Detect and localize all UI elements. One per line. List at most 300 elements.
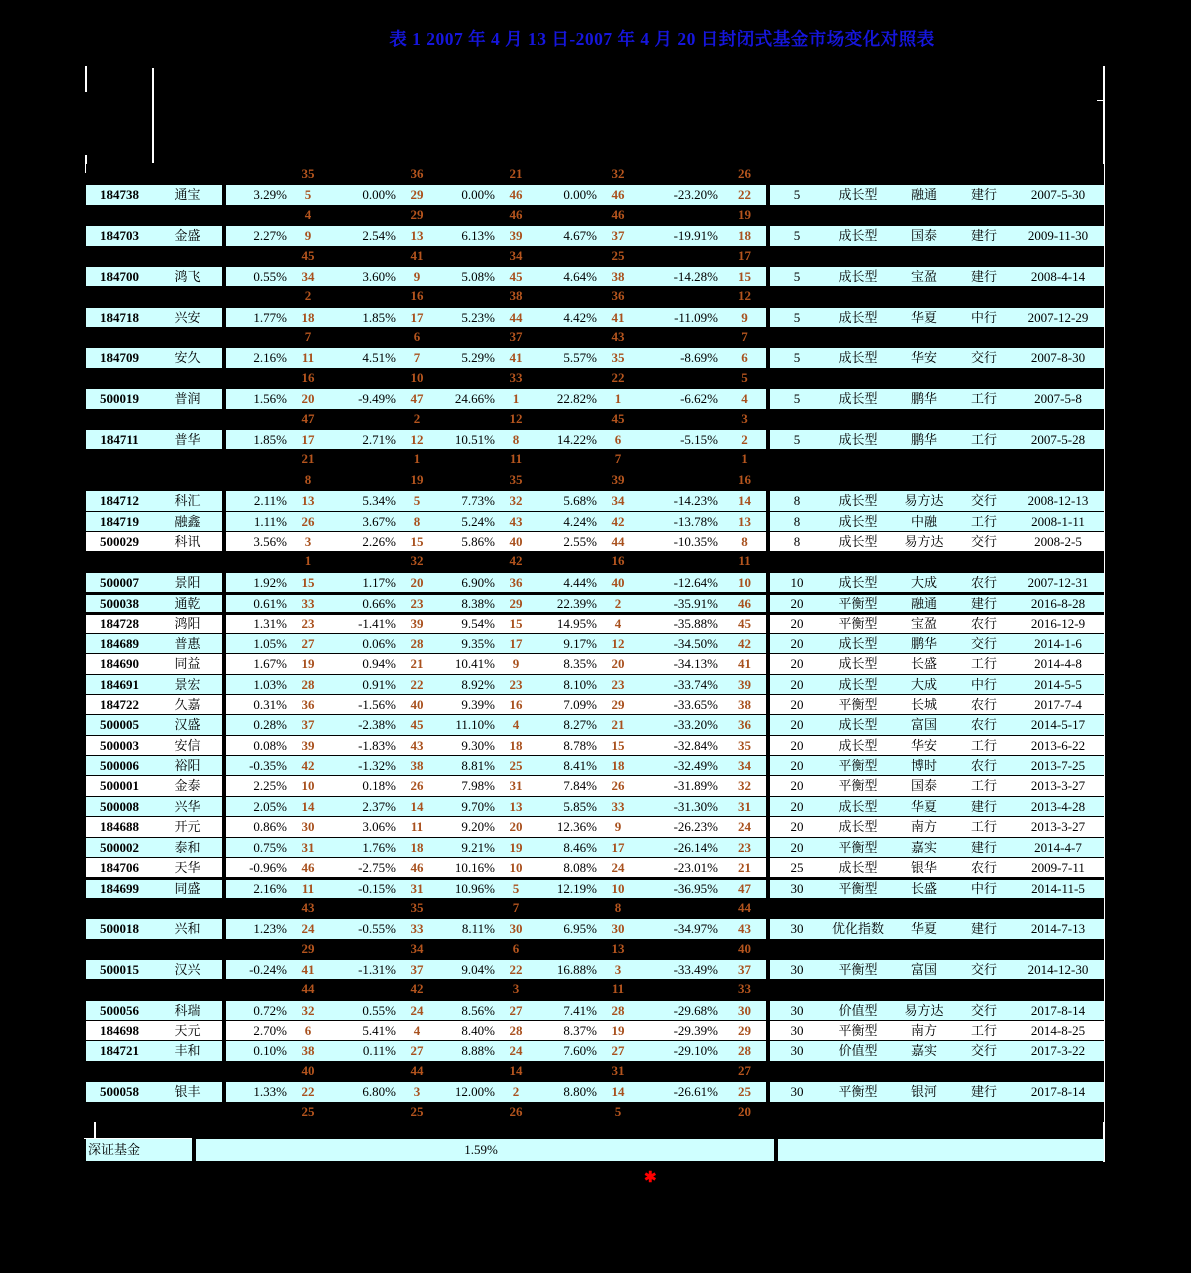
fund-rank-cell: 27 — [410, 1043, 424, 1059]
fund-pct-cell: -6.62% — [680, 391, 718, 407]
gap-rank-value: 34 — [509, 247, 523, 263]
gap-rank-value: 41 — [410, 247, 424, 263]
fund-pct-cell: 9.17% — [563, 635, 597, 651]
fund-name-cell: 泰和 — [174, 839, 201, 855]
fund-dividend-cell: 30 — [790, 921, 804, 937]
fund-pct-cell: -9.49% — [358, 391, 396, 407]
fund-pct-cell: 9.35% — [461, 635, 495, 651]
fund-row — [86, 1020, 1104, 1040]
fund-name-cell: 科瑞 — [174, 1002, 201, 1018]
cell-divider — [766, 838, 770, 857]
cell-divider — [766, 348, 770, 367]
gap-rank-value: 16 — [301, 369, 315, 385]
cell-divider — [766, 532, 770, 551]
cell-divider — [222, 654, 226, 673]
fund-listing-date-cell: 2008-12-13 — [1027, 493, 1089, 509]
fund-rank-cell: 18 — [410, 839, 424, 855]
fund-bank-cell: 工行 — [970, 431, 997, 447]
fund-pct-cell: 0.86% — [253, 819, 287, 835]
fund-dividend-cell: 20 — [790, 819, 804, 835]
fund-pct-cell: 0.72% — [253, 1002, 287, 1018]
fund-rank-cell: 2 — [614, 596, 622, 612]
fund-row — [86, 1081, 1104, 1101]
fund-row — [86, 694, 1104, 714]
fund-name-cell: 科汇 — [174, 493, 201, 509]
fund-code-cell: 184689 — [100, 635, 139, 651]
rank-gap-row — [86, 939, 1104, 959]
gap-rank-value: 43 — [611, 329, 625, 345]
fund-pct-cell: -8.69% — [680, 350, 718, 366]
fund-code-cell: 184709 — [100, 350, 139, 366]
fund-pct-cell: 8.35% — [563, 656, 597, 672]
fund-manager-cell: 国泰 — [910, 228, 937, 244]
fund-rank-cell: 17 — [509, 635, 523, 651]
fund-bank-cell: 交行 — [970, 961, 997, 977]
fund-code-cell: 184738 — [100, 187, 139, 203]
cell-divider — [222, 1082, 226, 1101]
fund-pct-cell: 24.66% — [454, 391, 495, 407]
cell-divider — [222, 634, 226, 653]
fund-rank-cell: 28 — [410, 635, 424, 651]
fund-rank-cell: 22 — [509, 961, 523, 977]
fund-bank-cell: 建行 — [970, 1084, 997, 1100]
fund-pct-cell: 7.41% — [563, 1002, 597, 1018]
fund-fund-type-cell: 成长型 — [838, 717, 878, 733]
fund-rank-cell: 34 — [738, 758, 751, 774]
fund-listing-date-cell: 2007-12-29 — [1027, 309, 1089, 325]
fund-code-cell: 500029 — [100, 533, 139, 549]
gap-rank-value: 19 — [738, 206, 751, 222]
fund-bank-cell: 工行 — [970, 778, 997, 794]
fund-rank-cell: 8 — [413, 513, 421, 529]
fund-rank-cell: 31 — [509, 778, 523, 794]
fund-pct-cell: 3.60% — [362, 268, 396, 284]
fund-code-cell: 184698 — [100, 1023, 139, 1039]
gap-rank-value: 17 — [738, 247, 751, 263]
fund-rank-cell: 35 — [738, 737, 751, 753]
fund-rank-cell: 1 — [614, 391, 622, 407]
fund-row — [86, 490, 1104, 510]
fund-rank-cell: 37 — [301, 717, 315, 733]
fund-code-cell: 184718 — [100, 309, 139, 325]
fund-rank-cell: 30 — [738, 1002, 751, 1018]
gap-rank-value: 27 — [738, 1062, 751, 1078]
fund-pct-cell: 12.36% — [556, 819, 597, 835]
fund-bank-cell: 交行 — [970, 1043, 997, 1059]
fund-rank-cell: 29 — [509, 596, 523, 612]
gap-rank-value: 2 — [304, 288, 312, 304]
fund-pct-cell: 2.11% — [253, 493, 287, 509]
fund-fund-type-cell: 价值型 — [838, 1043, 878, 1059]
fund-pct-cell: 5.24% — [461, 513, 495, 529]
gap-rank-value: 37 — [509, 329, 523, 345]
cell-divider — [222, 491, 226, 510]
fund-pct-cell: 6.80% — [362, 1084, 396, 1100]
fund-rank-cell: 18 — [301, 309, 315, 325]
fund-dividend-cell: 20 — [790, 717, 804, 733]
fund-rank-cell: 13 — [738, 513, 751, 529]
fund-pct-cell: 5.23% — [461, 309, 495, 325]
fund-fund-type-cell: 价值型 — [838, 1002, 878, 1018]
fund-pct-cell: 8.46% — [563, 839, 597, 855]
fund-row — [86, 775, 1104, 795]
fund-rank-cell: 31 — [738, 798, 751, 814]
fund-row — [86, 633, 1104, 653]
fund-fund-type-cell: 成长型 — [838, 493, 878, 509]
gap-rank-value: 44 — [410, 1062, 424, 1078]
fund-row — [86, 653, 1104, 673]
fund-pct-cell: 8.78% — [563, 737, 597, 753]
fund-rank-cell: 30 — [509, 921, 523, 937]
fund-pct-cell: 10.16% — [454, 860, 495, 876]
fund-fund-type-cell: 平衡型 — [838, 778, 878, 794]
fund-manager-cell: 华安 — [910, 350, 937, 366]
fund-manager-cell: 宝盈 — [910, 616, 937, 632]
table-title: 表 1 2007 年 4 月 13 日-2007 年 4 月 20 日封闭式基金市场变化对照表 — [389, 29, 935, 49]
fund-code-cell: 184703 — [100, 228, 139, 244]
fund-dividend-cell: 20 — [790, 798, 804, 814]
fund-bank-cell: 农行 — [970, 574, 997, 590]
gap-rank-value: 35 — [301, 166, 315, 181]
fund-listing-date-cell: 2014-12-30 — [1027, 961, 1089, 977]
fund-rank-cell: 6 — [741, 350, 748, 366]
fund-code-cell: 500056 — [100, 1002, 139, 1018]
gap-rank-value: 25 — [611, 247, 625, 263]
fund-dividend-cell: 5 — [793, 431, 801, 447]
fund-rank-cell: 37 — [410, 961, 424, 977]
fund-rank-cell: 29 — [611, 696, 625, 712]
fund-pct-cell: -33.49% — [673, 961, 718, 977]
fund-pct-cell: 8.38% — [461, 596, 495, 612]
fund-rank-cell: 38 — [611, 268, 625, 284]
gap-rank-value: 44 — [738, 899, 751, 915]
fund-rank-cell: 12 — [611, 635, 625, 651]
fund-pct-cell: -0.96% — [249, 860, 287, 876]
fund-code-cell: 500005 — [100, 717, 139, 733]
fund-rank-cell: 17 — [410, 309, 424, 325]
fund-pct-cell: 1.85% — [253, 431, 287, 447]
fund-row — [86, 572, 1104, 592]
fund-pct-cell: 0.75% — [253, 839, 287, 855]
fund-dividend-cell: 20 — [790, 839, 804, 855]
fund-pct-cell: 8.40% — [461, 1023, 495, 1039]
fund-code-cell: 500006 — [100, 758, 139, 774]
fund-rank-cell: 41 — [738, 656, 751, 672]
fund-pct-cell: 1.76% — [362, 839, 396, 855]
fund-pct-cell: 2.25% — [253, 778, 287, 794]
fund-rank-cell: 27 — [301, 635, 315, 651]
fund-pct-cell: 9.30% — [461, 737, 495, 753]
gap-rank-value: 8 — [304, 471, 312, 487]
fund-row — [86, 511, 1104, 531]
fund-rank-cell: 40 — [509, 533, 523, 549]
cell-divider — [222, 185, 226, 204]
fund-pct-cell: -1.83% — [358, 737, 396, 753]
fund-fund-type-cell: 成长型 — [838, 860, 878, 876]
fund-rank-cell: 26 — [301, 513, 315, 529]
fund-pct-cell: 9.04% — [461, 961, 495, 977]
fund-listing-date-cell: 2014-5-17 — [1030, 717, 1086, 733]
fund-row — [86, 347, 1104, 367]
fund-pct-cell: 1.23% — [253, 921, 287, 937]
fund-rank-cell: 8 — [512, 431, 520, 447]
gap-rank-value: 5 — [614, 1103, 622, 1119]
fund-listing-date-cell: 2014-1-6 — [1034, 635, 1082, 651]
gap-rank-value: 16 — [410, 288, 424, 304]
fund-pct-cell: 1.11% — [253, 513, 287, 529]
fund-code-cell: 184721 — [100, 1043, 139, 1059]
fund-manager-cell: 易方达 — [904, 533, 944, 549]
fund-rank-cell: 20 — [301, 391, 315, 407]
fund-fund-type-cell: 平衡型 — [838, 596, 878, 612]
cell-divider — [222, 308, 226, 327]
table-body — [86, 164, 1104, 1122]
gap-rank-value: 35 — [509, 471, 523, 487]
fund-pct-cell: 0.31% — [253, 696, 287, 712]
fund-fund-type-cell: 平衡型 — [838, 616, 878, 632]
fund-pct-cell: -34.97% — [673, 921, 718, 937]
fund-pct-cell: 1.77% — [253, 309, 287, 325]
cell-divider — [222, 573, 226, 592]
gap-rank-value: 44 — [301, 981, 315, 997]
fund-rank-cell: 17 — [611, 839, 625, 855]
fund-bank-cell: 农行 — [970, 758, 997, 774]
fund-pct-cell: 22.39% — [556, 596, 597, 612]
fund-rank-cell: 3 — [614, 961, 622, 977]
fund-rank-cell: 24 — [509, 1043, 523, 1059]
fund-manager-cell: 长盛 — [910, 656, 937, 672]
rank-gap-row — [86, 205, 1104, 225]
fund-rank-cell: 24 — [738, 819, 751, 835]
cell-divider — [222, 776, 226, 795]
fund-name-cell: 丰和 — [174, 1043, 201, 1059]
fund-rank-cell: 9 — [413, 268, 421, 284]
fund-pct-cell: 0.18% — [362, 778, 396, 794]
gap-rank-value: 4 — [304, 206, 312, 222]
gap-rank-value: 35 — [410, 899, 424, 915]
gap-rank-value: 5 — [741, 369, 748, 385]
fund-manager-cell: 华夏 — [910, 309, 937, 325]
fund-pct-cell: -0.35% — [249, 758, 287, 774]
fund-dividend-cell: 8 — [793, 513, 801, 529]
gap-rank-value: 42 — [509, 553, 523, 569]
fund-rank-cell: 39 — [738, 676, 751, 692]
fund-listing-date-cell: 2008-4-14 — [1030, 268, 1086, 284]
fund-rank-cell: 41 — [611, 309, 625, 325]
fund-bank-cell: 交行 — [970, 350, 997, 366]
fund-pct-cell: 14.95% — [556, 616, 597, 632]
fund-name-cell: 银丰 — [174, 1084, 201, 1100]
fund-rank-cell: 37 — [611, 228, 625, 244]
cell-divider — [192, 1139, 196, 1161]
fund-rank-cell: 33 — [410, 921, 424, 937]
fund-bank-cell: 工行 — [970, 1023, 997, 1039]
fund-name-cell: 同益 — [174, 656, 201, 672]
fund-pct-cell: -36.95% — [673, 881, 718, 897]
fund-manager-cell: 融通 — [910, 596, 937, 612]
fund-pct-cell: 10.96% — [454, 881, 495, 897]
fund-rank-cell: 44 — [509, 309, 523, 325]
cell-divider — [766, 267, 770, 286]
fund-dividend-cell: 20 — [790, 758, 804, 774]
gap-rank-value: 20 — [738, 1103, 751, 1119]
gap-rank-value: 2 — [413, 410, 421, 426]
fund-pct-cell: -2.75% — [358, 860, 396, 876]
cell-divider — [222, 736, 226, 755]
fund-pct-cell: -1.31% — [358, 961, 396, 977]
fund-listing-date-cell: 2014-8-25 — [1030, 1023, 1086, 1039]
fund-fund-type-cell: 成长型 — [838, 635, 878, 651]
fund-pct-cell: -1.32% — [358, 758, 396, 774]
fund-fund-type-cell: 成长型 — [838, 656, 878, 672]
gap-rank-value: 29 — [301, 940, 315, 956]
fund-pct-cell: -0.15% — [358, 881, 396, 897]
fund-manager-cell: 银河 — [910, 1084, 937, 1100]
fund-rank-cell: 46 — [611, 187, 625, 203]
fund-rank-cell: 4 — [741, 391, 748, 407]
fund-dividend-cell: 5 — [793, 268, 801, 284]
fund-pct-cell: 5.57% — [563, 350, 597, 366]
fund-row — [86, 796, 1104, 816]
fund-pct-cell: -23.20% — [673, 187, 718, 203]
fund-pct-cell: 0.66% — [362, 596, 396, 612]
cell-divider — [222, 838, 226, 857]
fund-manager-cell: 融通 — [910, 187, 937, 203]
fund-name-cell: 鸿飞 — [174, 268, 201, 284]
fund-fund-type-cell: 平衡型 — [838, 1084, 878, 1100]
fund-row — [86, 877, 1104, 897]
gap-rank-value: 40 — [738, 940, 751, 956]
fund-name-cell: 融鑫 — [174, 513, 201, 529]
fund-fund-type-cell: 平衡型 — [838, 881, 878, 897]
fund-pct-cell: -19.91% — [673, 228, 718, 244]
fund-dividend-cell: 10 — [790, 574, 804, 590]
fund-code-cell: 184699 — [100, 881, 139, 897]
gap-rank-value: 32 — [410, 553, 424, 569]
cell-divider — [766, 185, 770, 204]
fund-listing-date-cell: 2007-12-31 — [1027, 574, 1089, 590]
cell-divider — [766, 512, 770, 531]
fund-rank-cell: 19 — [509, 839, 523, 855]
fund-listing-date-cell: 2014-4-7 — [1034, 839, 1082, 855]
fund-row — [86, 612, 1104, 632]
fund-pct-cell: 5.85% — [563, 798, 597, 814]
fund-fund-type-cell: 优化指数 — [831, 921, 884, 937]
fund-rank-cell: 9 — [304, 228, 312, 244]
fund-rank-cell: 30 — [301, 819, 315, 835]
gap-rank-value: 8 — [614, 899, 622, 915]
fund-pct-cell: 2.16% — [253, 350, 287, 366]
cell-divider — [222, 797, 226, 816]
table-left-border-top-tick — [85, 66, 87, 92]
fund-manager-cell: 嘉实 — [910, 839, 937, 855]
fund-name-cell: 鸿阳 — [174, 616, 201, 632]
fund-rank-cell: 7 — [413, 350, 421, 366]
fund-manager-cell: 易方达 — [904, 493, 944, 509]
fund-pct-cell: -35.91% — [673, 596, 718, 612]
gap-rank-value: 34 — [410, 940, 424, 956]
fund-rank-cell: 35 — [611, 350, 625, 366]
fund-pct-cell: -26.23% — [673, 819, 718, 835]
fund-rank-cell: 32 — [738, 778, 751, 794]
fund-name-cell: 天华 — [174, 860, 201, 876]
fund-manager-cell: 鹏华 — [910, 635, 937, 651]
gap-rank-value: 46 — [509, 206, 523, 222]
fund-pct-cell: 6.90% — [461, 574, 495, 590]
fund-manager-cell: 长盛 — [910, 881, 937, 897]
fund-row — [86, 816, 1104, 836]
fund-rank-cell: 20 — [410, 574, 424, 590]
fund-manager-cell: 宝盈 — [910, 268, 937, 284]
fund-code-cell: 500058 — [100, 1084, 139, 1100]
fund-rank-cell: 36 — [301, 696, 315, 712]
fund-pct-cell: -0.55% — [358, 921, 396, 937]
fund-row — [86, 755, 1104, 775]
fund-rank-cell: 43 — [410, 737, 424, 753]
fund-listing-date-cell: 2014-4-8 — [1034, 656, 1082, 672]
fund-rank-cell: 29 — [410, 187, 424, 203]
fund-rank-cell: 17 — [301, 431, 315, 447]
fund-bank-cell: 建行 — [970, 798, 997, 814]
cell-divider — [766, 1001, 770, 1020]
fund-rank-cell: 33 — [611, 798, 625, 814]
fund-rank-cell: 46 — [738, 596, 751, 612]
cell-divider — [222, 267, 226, 286]
fund-rank-cell: 24 — [301, 921, 315, 937]
fund-rank-cell: 21 — [738, 860, 751, 876]
cell-divider — [222, 512, 226, 531]
fund-listing-date-cell: 2013-6-22 — [1030, 737, 1086, 753]
gap-rank-value: 14 — [509, 1062, 523, 1078]
fund-rank-cell: 32 — [509, 493, 523, 509]
fund-pct-cell: 8.08% — [563, 860, 597, 876]
footnote-marker: ✱ — [644, 1170, 657, 1186]
fund-manager-cell: 嘉实 — [910, 1043, 937, 1059]
fund-dividend-cell: 5 — [793, 391, 801, 407]
fund-pct-cell: 7.98% — [461, 778, 495, 794]
fund-pct-cell: -26.14% — [673, 839, 718, 855]
fund-fund-type-cell: 成长型 — [838, 574, 878, 590]
fund-pct-cell: -29.10% — [673, 1043, 718, 1059]
cell-divider — [222, 695, 226, 714]
fund-bank-cell: 中行 — [970, 881, 997, 897]
fund-name-cell: 安信 — [174, 737, 201, 753]
rank-gap-row — [86, 409, 1104, 429]
gap-rank-value: 11 — [611, 981, 625, 997]
fund-code-cell: 500015 — [100, 961, 139, 977]
cell-divider — [222, 756, 226, 775]
fund-rank-cell: 28 — [738, 1043, 751, 1059]
gap-rank-value: 40 — [301, 1062, 315, 1078]
fund-name-cell: 兴华 — [174, 798, 201, 814]
fund-row — [86, 714, 1104, 734]
fund-rank-cell: 14 — [611, 1084, 625, 1100]
gap-rank-value: 26 — [509, 1103, 523, 1119]
fund-row — [86, 674, 1104, 694]
fund-bank-cell: 工行 — [970, 391, 997, 407]
fund-manager-cell: 鹏华 — [910, 391, 937, 407]
cell-divider — [766, 226, 770, 245]
fund-listing-date-cell: 2009-7-11 — [1031, 860, 1085, 876]
fund-rank-cell: 21 — [611, 717, 625, 733]
fund-code-cell: 184712 — [100, 493, 139, 509]
fund-rank-cell: 22 — [738, 187, 751, 203]
fund-rank-cell: 9 — [512, 656, 520, 672]
fund-rank-cell: 18 — [611, 758, 625, 774]
fund-manager-cell: 南方 — [910, 819, 937, 835]
fund-rank-cell: 45 — [410, 717, 424, 733]
gap-rank-value: 7 — [512, 899, 520, 915]
